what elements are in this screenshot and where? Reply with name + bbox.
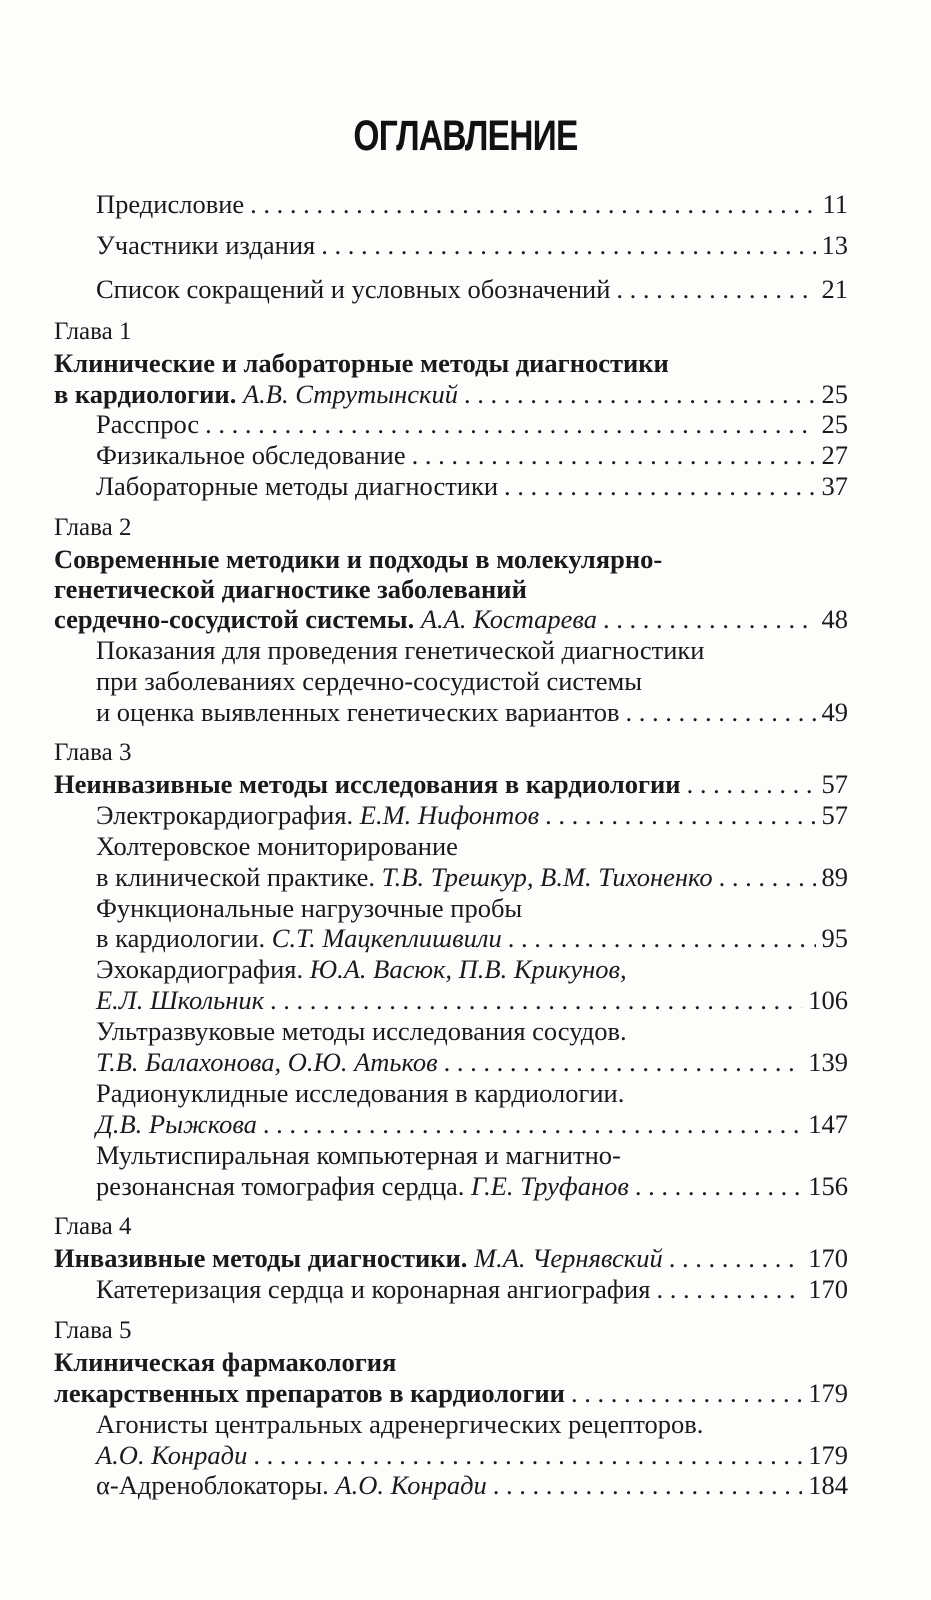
author: Д.В. Рыжкова xyxy=(96,1109,257,1139)
leader-dots xyxy=(205,408,815,440)
toc-entry-chapter-5[interactable]: лекарственных препаратов в кардиологии . . . 179 xyxy=(54,1377,848,1409)
author: М.А. Чернявский xyxy=(474,1243,663,1273)
toc-entry[interactable]: и оценка выявленных генетических вариантов . . . 49 xyxy=(96,696,848,728)
toc-entry-text[interactable]: Эхокардиография. Ю.А. Васюк, П.В. Крикунов, xyxy=(96,954,627,984)
page-number: 156 xyxy=(808,1171,848,1201)
toc-entry[interactable]: в клинической практике. Т.В. Трешкур, В.М. Тихоненко . . . 89 xyxy=(96,861,848,893)
page-number: 147 xyxy=(808,1109,848,1139)
page-number: 25 xyxy=(821,409,848,439)
toc-entry[interactable] xyxy=(96,984,848,1016)
author: Ю.А. Васюк, П.В. Крикунов, xyxy=(309,954,627,984)
page-number: 57 xyxy=(821,800,848,830)
leader-dots xyxy=(687,768,816,800)
page-number: 57 xyxy=(821,769,848,799)
chapter-title[interactable]: Клиническая фармакология xyxy=(54,1347,397,1377)
toc-entry[interactable] xyxy=(96,1046,848,1078)
leader-dots xyxy=(635,1170,802,1202)
toc-entry-text[interactable]: Ультразвуковые методы исследования сосудов. xyxy=(96,1016,627,1046)
leader-dots xyxy=(719,861,816,893)
page-number: 170 xyxy=(808,1274,848,1304)
leader-dots xyxy=(270,984,802,1016)
leader-dots xyxy=(250,188,816,220)
leader-dots xyxy=(616,273,815,305)
leader-dots xyxy=(464,378,816,410)
leader-dots xyxy=(669,1242,803,1274)
page-number: 21 xyxy=(821,274,848,304)
leader-dots xyxy=(625,696,815,728)
leader-dots xyxy=(263,1108,802,1140)
toc-entry[interactable]: Расспрос . . . 25 xyxy=(96,408,848,440)
page-number: 170 xyxy=(808,1243,848,1273)
chapter-label: Глава 1 xyxy=(54,318,132,345)
author: Т.В. Трешкур, В.М. Тихоненко xyxy=(381,862,713,892)
chapter-label: Глава 2 xyxy=(54,514,132,541)
chapter-title[interactable]: Клинические и лабораторные методы диагностики xyxy=(54,348,669,378)
toc-entry[interactable]: в кардиологии. С.Т. Мацкеплишвили . . . 95 xyxy=(96,922,848,954)
author: А.О. Конради xyxy=(96,1440,248,1470)
leader-dots xyxy=(571,1377,802,1409)
leader-dots xyxy=(656,1273,802,1305)
toc-entry[interactable]: Электрокардиография. Е.М. Нифонтов . . . 57 xyxy=(96,799,848,831)
chapter-title[interactable]: генетической диагностике заболеваний xyxy=(54,574,527,604)
toc-entry-text[interactable]: Функциональные нагрузочные пробы xyxy=(96,893,523,923)
chapter-label: Глава 5 xyxy=(54,1317,132,1344)
toc-entry-chapter-2[interactable]: сердечно-сосудистой системы. А.А. Костарева . . . 48 xyxy=(54,603,848,635)
author: Е.Л. Школьник xyxy=(96,985,265,1015)
page-number: 179 xyxy=(808,1378,848,1408)
author: С.Т. Мацкеплишвили xyxy=(271,923,502,953)
leader-dots xyxy=(603,603,815,635)
toc-entry[interactable]: Лабораторные методы диагностики . . . 37 xyxy=(96,470,848,502)
page-number: 106 xyxy=(808,985,848,1015)
page-number: 179 xyxy=(808,1440,848,1470)
toc-entry-chapter-1[interactable]: в кардиологии. А.В. Струтынский . . . 25 xyxy=(54,378,848,410)
page-number: 49 xyxy=(821,697,848,727)
toc-entry-text[interactable]: Холтеровское мониторирование xyxy=(96,831,458,861)
page-number: 184 xyxy=(808,1470,848,1500)
page-number: 95 xyxy=(821,923,848,953)
author: Г.Е. Труфанов xyxy=(471,1171,629,1201)
toc-entry-text[interactable]: при заболеваниях сердечно-сосудистой системы xyxy=(96,666,643,696)
toc-entry-text[interactable]: Мультиспиральная компьютерная и магнитно- xyxy=(96,1140,621,1170)
leader-dots xyxy=(321,229,815,261)
page-number: 11 xyxy=(822,189,848,219)
toc-entry-text[interactable]: Показания для проведения генетической диагностики xyxy=(96,635,705,665)
toc-entry-preface[interactable]: Предисловие . . . 11 xyxy=(96,188,848,220)
chapter-title[interactable]: Современные методики и подходы в молекулярно- xyxy=(54,544,663,574)
author: Т.В. Балахонова, О.Ю. Атьков xyxy=(96,1047,438,1077)
toc-entry[interactable]: Катетеризация сердца и коронарная ангиография . . . 170 xyxy=(96,1273,848,1305)
toc-entry-chapter-3[interactable]: Неинвазивные методы исследования в кардиологии . . . 57 xyxy=(54,768,848,800)
leader-dots xyxy=(508,922,816,954)
page-number: 139 xyxy=(808,1047,848,1077)
toc-entry-chapter-4[interactable]: Инвазивные методы диагностики. М.А. Чернявский . . . 170 xyxy=(54,1242,848,1274)
toc-entry-text[interactable]: Радионуклидные исследования в кардиологии. xyxy=(96,1078,625,1108)
page-number: 48 xyxy=(821,604,848,634)
toc-entry[interactable]: Физикальное обследование . . . 27 xyxy=(96,439,848,471)
leader-dots xyxy=(412,439,816,471)
toc-entry-contributors[interactable]: Участники издания . . . 13 xyxy=(96,229,848,261)
toc-entry-abbreviations[interactable]: Список сокращений и условных обозначений . . . 21 xyxy=(96,273,848,305)
chapter-label: Глава 3 xyxy=(54,739,132,766)
author: А.В. Струтынский xyxy=(242,379,458,409)
leader-dots xyxy=(545,799,815,831)
toc-entry[interactable]: резонансная томография сердца. Г.Е. Труфанов . . . 156 xyxy=(96,1170,848,1202)
toc-entry-text[interactable]: Агонисты центральных адренергических рецепторов. xyxy=(96,1409,704,1439)
leader-dots xyxy=(504,470,815,502)
page-title: ОГЛАВЛЕНИЕ xyxy=(353,112,578,160)
toc-entry[interactable]: α-Адреноблокаторы. А.О. Конради . . . 184 xyxy=(96,1469,848,1501)
toc-entry[interactable] xyxy=(96,1439,848,1471)
toc-entry[interactable] xyxy=(96,1108,848,1140)
page-number: 89 xyxy=(821,862,848,892)
chapter-label: Глава 4 xyxy=(54,1213,132,1240)
page-number: 25 xyxy=(821,379,848,409)
page-number: 37 xyxy=(821,471,848,501)
page-number: 27 xyxy=(821,440,848,470)
author: А.А. Костарева xyxy=(420,604,598,634)
page-number: 13 xyxy=(821,230,848,260)
author: Е.М. Нифонтов xyxy=(359,800,540,830)
leader-dots xyxy=(444,1046,803,1078)
author: А.О. Конради xyxy=(335,1470,487,1500)
leader-dots xyxy=(253,1439,802,1471)
leader-dots xyxy=(493,1469,803,1501)
